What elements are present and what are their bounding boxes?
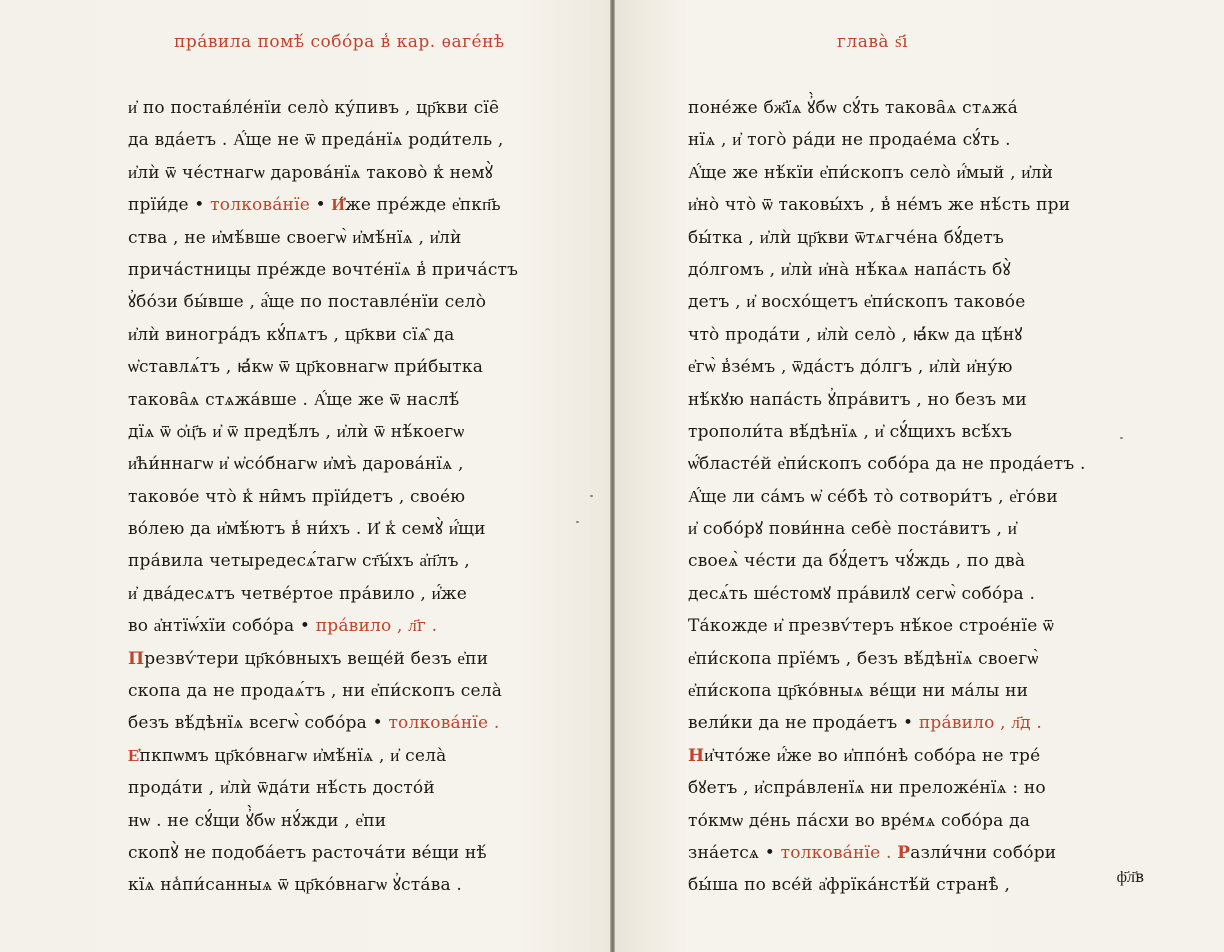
text-segment: такова̑ѧ стѧжа́вше . А҆́ще же ѿ наслѣ́ <box>128 389 460 410</box>
text-segment: пкпѡмъ цр҃ко́внагѡ и҆мѣ́нїѧ , и҆ села̀ <box>139 745 447 766</box>
right-page <box>615 0 1224 952</box>
text-line <box>128 513 568 545</box>
text-segment: и҆что́же и҆́же во и҆ппо́нѣ собо́ра не тре́ <box>704 745 1041 766</box>
text-segment: прїи́де • <box>128 195 211 216</box>
red-initial: Е҆ <box>128 745 140 766</box>
text-line <box>688 610 1116 642</box>
text-line <box>688 513 1116 545</box>
text-line <box>128 578 568 610</box>
text-line <box>688 707 1116 739</box>
text-segment: своеѧ̀ че́сти да бꙋ́детъ чꙋ́ждь , по два̀ <box>688 551 1026 572</box>
text-line <box>128 675 568 707</box>
rubric: толкова́нїе . <box>388 713 500 734</box>
text-line <box>688 157 1116 189</box>
left-text-block <box>128 92 568 902</box>
text-line <box>128 92 568 124</box>
text-line <box>128 157 568 189</box>
text-line <box>128 740 568 772</box>
right-text-block <box>688 92 1116 902</box>
text-segment: • <box>310 195 332 216</box>
text-line <box>688 740 1116 772</box>
text-segment: бы́тка , и҆лѝ цр҃кви ѿтѧгче́на бꙋ́детъ <box>688 227 1004 248</box>
text-line <box>688 384 1116 416</box>
text-segment: бꙋетъ , и҆спра́вленїѧ ни преложе́нїѧ : но <box>688 778 1046 799</box>
red-initial: И҆ <box>331 195 345 216</box>
text-segment: до́лгомъ , и҆лѝ и҆на̀ нѣ́каѧ напа́сть бꙋ̀ <box>688 259 1011 280</box>
text-segment: зна́етсѧ • <box>688 842 781 863</box>
text-line <box>128 643 568 675</box>
text-line <box>128 189 568 221</box>
left-running-head: пра́вила помѣ́ собо́ра в̾ кар. ѳаге́нѣ <box>174 32 505 52</box>
text-segment: е҆пи́скопа прїе́мъ , безъ вѣ́дѣнїѧ своегѡ̀ <box>688 648 1039 669</box>
text-segment: Та́кожде и҆ презвѵ́теръ нѣ́кое строе́нїе ѿ <box>688 616 1055 637</box>
text-segment: трополи́та вѣ́дѣнїѧ , и҆ сꙋ́щихъ всѣ́хъ <box>688 421 1013 442</box>
text-line <box>688 448 1116 480</box>
text-line <box>688 222 1116 254</box>
text-line <box>128 286 568 318</box>
text-segment: и҆но̀ что̀ ѿ таковы́хъ , в̾ не́мъ же нѣ́сть при <box>688 195 1071 216</box>
text-line <box>688 319 1116 351</box>
red-initial: П <box>128 648 145 669</box>
text-segment: ́же пре́жде е҆пкп҃ь <box>344 195 501 216</box>
rubric: пра́вило , л҃г . <box>315 616 438 637</box>
text-line <box>128 772 568 804</box>
text-segment: нѡ . не сꙋ́щи ꙋ҆̀бѡ нꙋ́жди , е҆пи <box>128 810 387 831</box>
text-segment: и҆ћи́ннагѡ и҆ ѡ҆со́бнагѡ и҆мъ̀ дарова́нїѧ , <box>128 454 464 475</box>
text-segment: десѧ́ть ше́стомꙋ пра́вилꙋ сегѡ̀ собо́ра . <box>688 583 1036 604</box>
text-segment: ꙋ҆бо́зи бы́вше , а҆́ще по поставле́нїи село̀ <box>128 292 487 313</box>
text-segment: скопа да не продаѧ́тъ , ни е҆пи́скопъ села̀ <box>128 681 503 702</box>
text-segment: ѡ҆́бласте́й е҆пи́скопъ собо́ра да не прода́етъ . <box>688 454 1086 475</box>
text-segment: детъ , и҆ восхо́щетъ е҆пи́скопъ таково́е <box>688 292 1026 313</box>
text-segment: и҆ два́десѧтъ четве́ртое пра́вило , и҆́же <box>128 583 467 604</box>
text-line <box>128 254 568 286</box>
rubric: толкова́нїе <box>210 195 310 216</box>
red-initial: Р <box>897 842 911 863</box>
text-line <box>688 675 1116 707</box>
text-line <box>128 837 568 869</box>
text-line <box>128 319 568 351</box>
text-segment: ства , не и҆мѣ́вше своегѡ̀ и҆мѣ́нїѧ , и҆лѝ <box>128 227 462 248</box>
right-running-head: глава̀ ѕ҃і <box>837 32 909 52</box>
text-segment: скопꙋ̀ не подоба́етъ расточа́ти ве́щи нѣ́ <box>128 842 487 863</box>
red-initial: Н <box>688 745 705 766</box>
text-segment: азли́чни собо́ри <box>910 842 1057 863</box>
text-line <box>128 448 568 480</box>
text-segment: А҆́ще же нѣ́кїи е҆пи́скопъ село̀ и҆́мый , и҆лѝ <box>688 162 1054 183</box>
text-line <box>688 481 1116 513</box>
text-segment: дїѧ ѿ ѻ҆ц҃ъ и҆ ѿ предѣ́лъ , и҆лѝ ѿ нѣ́коегѡ <box>128 421 465 442</box>
text-line <box>688 837 1116 869</box>
text-line <box>128 869 568 901</box>
text-line <box>128 545 568 577</box>
text-line <box>688 92 1116 124</box>
text-line <box>128 222 568 254</box>
text-segment: нїѧ , и҆ того̀ ра́ди не продае́ма сꙋ́ть . <box>688 130 1011 151</box>
text-segment: прода́ти , и҆лѝ ѿда́ти нѣ́сть досто́й <box>128 778 435 799</box>
text-line <box>688 124 1116 156</box>
text-line <box>688 416 1116 448</box>
text-segment: е҆гѡ̀ в̾зе́мъ , ѿда́стъ до́лгъ , и҆лѝ и҆ну́ю <box>688 357 1013 378</box>
text-segment: резвѵ́тери цр҃ко́вныхъ веще́й безъ е҆пи <box>144 648 489 669</box>
text-line <box>128 481 568 513</box>
text-line <box>128 124 568 156</box>
text-line <box>688 643 1116 675</box>
rubric: пра́вило , л҃д . <box>918 713 1042 734</box>
text-line <box>128 351 568 383</box>
text-line <box>688 869 1116 901</box>
text-segment: А҆́ще ли са́мъ ѡ҆ се́бѣ то̀ сотвори́тъ , е҆го́ви <box>688 486 1058 507</box>
text-line <box>688 545 1116 577</box>
text-segment: во а҆нтїѡ́хїи собо́ра • <box>128 616 316 637</box>
text-segment: нѣ́кꙋю напа́сть ꙋ҆пра́витъ , но безъ ми <box>688 389 1027 410</box>
text-line <box>688 772 1116 804</box>
text-line <box>688 805 1116 837</box>
text-line <box>128 416 568 448</box>
text-line <box>688 351 1116 383</box>
text-segment: бы́ша по все́й а҆фрїка́нстѣ́й странѣ̀ , <box>688 875 1011 896</box>
text-line <box>128 610 568 642</box>
text-segment: ѡ҆ставлѧ́тъ , ꙗ҆́кѡ ѿ цр҃ковнагѡ при́бытка <box>128 357 484 378</box>
text-line <box>688 286 1116 318</box>
rubric: толкова́нїе . <box>780 842 892 863</box>
text-line <box>128 707 568 739</box>
page-number: ф҃л҃в <box>1116 867 1144 886</box>
text-line <box>128 805 568 837</box>
text-line <box>128 384 568 416</box>
text-segment: во́лею да и҆мѣ́ютъ в̾ ни́хъ . И҆ к̾ семꙋ̀ и҆́щи <box>128 519 486 540</box>
text-line <box>688 578 1116 610</box>
text-segment: прича́стницы пре́жде вочте́нїѧ в̾ прича́стъ <box>128 259 519 280</box>
text-segment: то́кмѡ де́нь па́схи во вре́мѧ собо́ра да <box>688 810 1031 831</box>
text-segment: вели́ки да не прода́етъ • <box>688 713 919 734</box>
text-line <box>688 189 1116 221</box>
text-segment: безъ вѣ́дѣнїѧ всегѡ̀ собо́ра • <box>128 713 389 734</box>
text-segment: что̀ прода́ти , и҆лѝ село̀ , ꙗ҆́кѡ да цѣ́нꙋ <box>688 324 1023 345</box>
text-segment: и҆ по постав́ле́нїи село̀ ку́пивъ , цр҃кви сїе̑ <box>128 98 500 118</box>
text-segment: таково́е что̀ к̾ ни̑мъ прїи́детъ , свое́ю <box>128 486 466 507</box>
text-segment: и҆лѝ виногра́дъ кꙋ́пѧтъ , цр҃кви сїѧ̑ да <box>128 324 455 345</box>
text-segment: да вда́етъ . А҆́ще не ѿ преда́нїѧ роди́тель , <box>128 130 504 151</box>
text-segment: е҆пи́скопа цр҃ко́вныѧ ве́щи ни ма́лы ни <box>688 681 1029 702</box>
text-segment: пра́вила четыредесѧ́тагѡ ст҃ы́хъ а҆п҃лъ , <box>128 551 470 572</box>
text-segment: поне́же бж҃їѧ ꙋ҆̀бѡ сꙋ́ть такова̑ѧ стѧжа́ <box>688 98 1018 118</box>
text-line <box>688 254 1116 286</box>
text-segment: и҆ собо́рꙋ пови́нна себѐ поста́витъ , и҆ <box>688 519 1017 540</box>
text-segment: кїѧ на̾пи́санныѧ ѿ цр҃ко́внагѡ ꙋ҆ста́ва . <box>128 875 463 896</box>
text-segment: и҆лѝ ѿ че́стнагѡ дарова́нїѧ таково̀ к̾ немꙋ̀ <box>128 162 494 183</box>
